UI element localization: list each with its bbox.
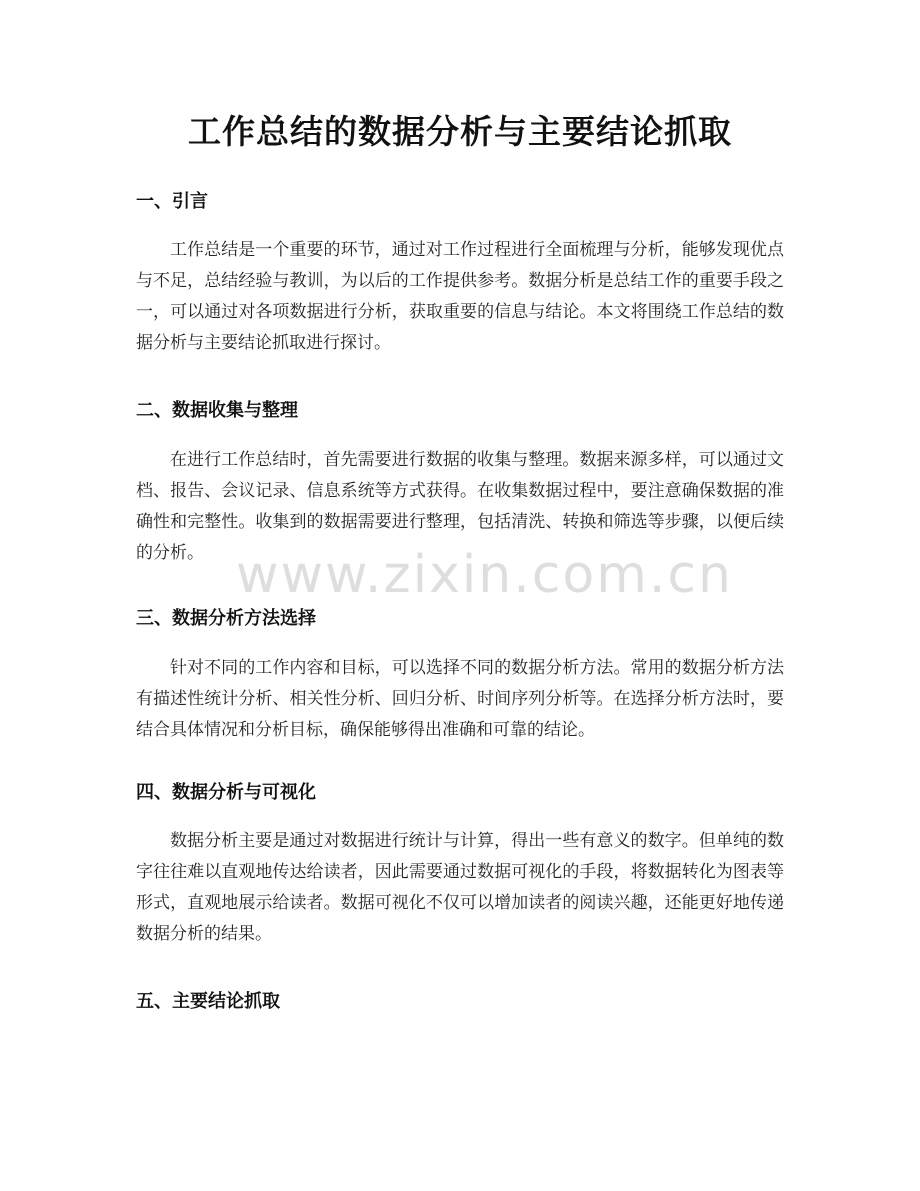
section-heading-conclusions: 五、主要结论抓取 bbox=[136, 991, 280, 1012]
section-paragraph-data-collection: 在进行工作总结时，首先需要进行数据的收集与整理。数据来源多样，可以通过文档、报告、会议记录、信息系统等方式获得。在收集数据过程中，要注意确保数据的准确性和完整性。收集到的数据需要进行整理，包括清洗、转换和筛选等步骤，以便后续的分析。 bbox=[136, 450, 784, 563]
section-heading-intro: 一、引言 bbox=[136, 191, 208, 212]
section-paragraph-intro: 工作总结是一个重要的环节，通过对工作过程进行全面梳理与分析，能够发现优点与不足，总结经验与教训，为以后的工作提供参考。数据分析是总结工作的重要手段之一，可以通过对各项数据进行分析，获取重要的信息与结论。本文将围绕工作总结的数据分析与主要结论抓取进行探讨。 bbox=[136, 240, 784, 353]
section-paragraph-method-selection: 针对不同的工作内容和目标，可以选择不同的数据分析方法。常用的数据分析方法有描述性统计分析、相关性分析、回归分析、时间序列分析等。在选择分析方法时，要结合具体情况和分析目标，确保能够得出准确和可靠的结论。 bbox=[136, 658, 784, 740]
section-paragraph-visualization: 数据分析主要是通过对数据进行统计与计算，得出一些有意义的数字。但单纯的数字往往难以直观地传达给读者，因此需要通过数据可视化的手段，将数据转化为图表等形式，直观地展示给读者。数据可视化不仅可以增加读者的阅读兴趣，还能更好地传递数据分析的结果。 bbox=[136, 831, 784, 944]
document-title: 工作总结的数据分析与主要结论抓取 bbox=[188, 112, 732, 151]
section-heading-data-collection: 二、数据收集与整理 bbox=[136, 400, 298, 421]
section-heading-method-selection: 三、数据分析方法选择 bbox=[136, 608, 316, 629]
section-heading-visualization: 四、数据分析与可视化 bbox=[136, 782, 316, 803]
watermark: www.zixin.com.cn bbox=[236, 545, 733, 605]
